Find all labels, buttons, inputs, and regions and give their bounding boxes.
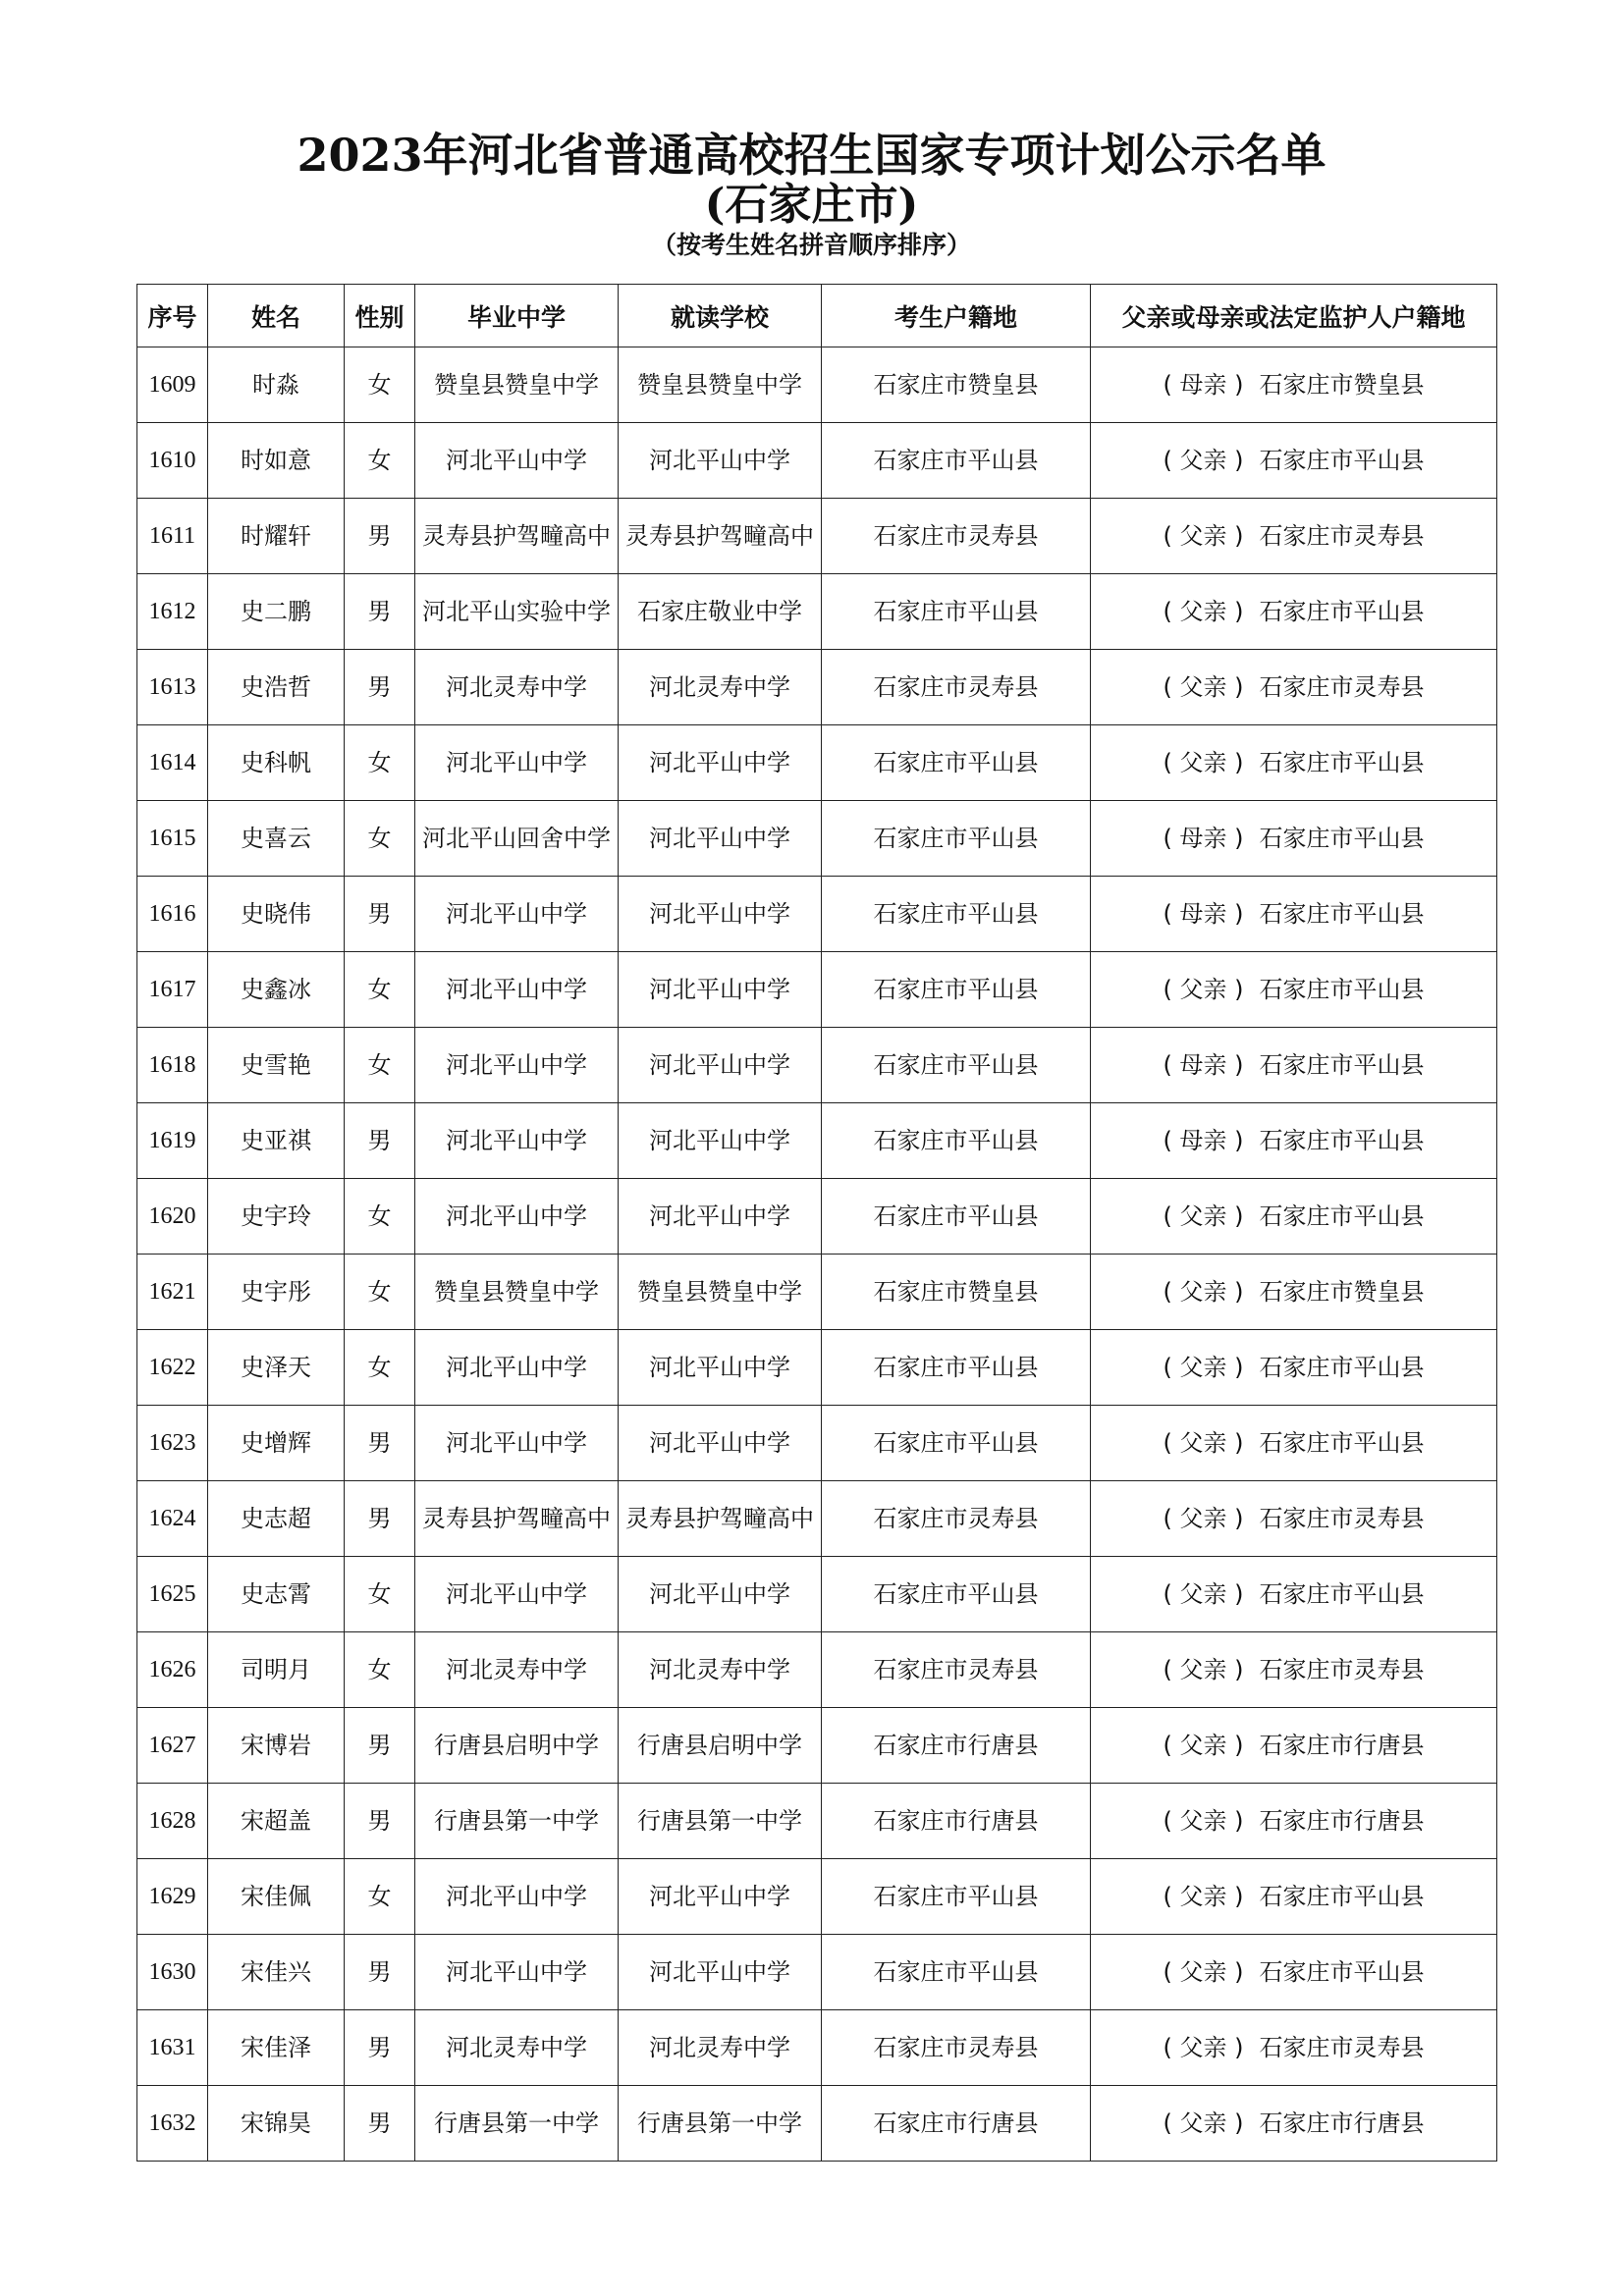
cell-no: 1623: [137, 1406, 208, 1481]
cell-parent-hukou: [1091, 499, 1497, 574]
cell-hukou: 石家庄市平山县: [822, 1028, 1091, 1103]
cell-parent-hukou: [1091, 725, 1497, 801]
cell-sex: 男: [345, 1481, 415, 1557]
parent-relation: ( 父亲 ): [1163, 1278, 1244, 1306]
cell-no: 1624: [137, 1481, 208, 1557]
header-sex: 性别: [345, 285, 415, 347]
cell-no: 1617: [137, 952, 208, 1028]
parent-relation: ( 父亲 ): [1163, 1807, 1244, 1835]
parent-relation: ( 母亲 ): [1163, 1127, 1244, 1154]
roster-table: [136, 284, 1497, 2162]
cell-parent-hukou: [1091, 2010, 1497, 2086]
cell-hukou: 石家庄市平山县: [822, 952, 1091, 1028]
cell-current-school: 河北平山中学: [619, 423, 822, 499]
cell-current-school: 河北平山中学: [619, 952, 822, 1028]
cell-parent-hukou: [1091, 1859, 1497, 1935]
cell-current-school: 行唐县启明中学: [619, 1708, 822, 1784]
cell-current-school: 河北灵寿中学: [619, 2010, 822, 2086]
page-subtitle-city: (石家庄市): [704, 180, 919, 230]
cell-no: 1630: [137, 1935, 208, 2010]
cell-sex: 男: [345, 1784, 415, 1859]
cell-sex: 男: [345, 1708, 415, 1784]
cell-name: 史雪艳: [208, 1028, 345, 1103]
parent-hukou-value: 石家庄市平山县: [1259, 447, 1425, 474]
cell-current-school: 河北灵寿中学: [619, 650, 822, 725]
cell-current-school: 河北平山中学: [619, 1859, 822, 1935]
cell-hukou: 石家庄市赞皇县: [822, 1255, 1091, 1330]
cell-parent-hukou: [1091, 1784, 1497, 1859]
parent-hukou-value: 石家庄市平山县: [1259, 900, 1425, 928]
cell-no: 1611: [137, 499, 208, 574]
parent-hukou-value: 石家庄市平山县: [1259, 1127, 1425, 1154]
cell-current-school: 行唐县第一中学: [619, 1784, 822, 1859]
cell-current-school: 河北平山中学: [619, 1028, 822, 1103]
parent-relation: ( 父亲 ): [1163, 2034, 1244, 2061]
table-row: [137, 574, 1497, 650]
cell-grad-school: 行唐县启明中学: [415, 1708, 619, 1784]
cell-parent-hukou: [1091, 952, 1497, 1028]
parent-hukou-value: 石家庄市灵寿县: [1259, 1656, 1425, 1683]
parent-relation: ( 父亲 ): [1163, 1883, 1244, 1910]
cell-grad-school: 河北平山中学: [415, 725, 619, 801]
cell-current-school: 河北平山中学: [619, 1935, 822, 2010]
cell-hukou: 石家庄市平山县: [822, 423, 1091, 499]
parent-relation: ( 父亲 ): [1163, 522, 1244, 550]
cell-current-school: 行唐县第一中学: [619, 2086, 822, 2162]
cell-hukou: 石家庄市平山县: [822, 1557, 1091, 1632]
cell-no: 1631: [137, 2010, 208, 2086]
parent-relation: ( 母亲 ): [1163, 900, 1244, 928]
table-row: [137, 2086, 1497, 2162]
cell-sex: 男: [345, 650, 415, 725]
cell-hukou: 石家庄市行唐县: [822, 1784, 1091, 1859]
cell-sex: 女: [345, 1179, 415, 1255]
table-row: [137, 423, 1497, 499]
cell-current-school: 河北平山中学: [619, 801, 822, 877]
table-row: [137, 1632, 1497, 1708]
table-row: [137, 1330, 1497, 1406]
table-row: [137, 499, 1497, 574]
table-row: [137, 1406, 1497, 1481]
table-row: [137, 1935, 1497, 2010]
cell-grad-school: 河北平山中学: [415, 1179, 619, 1255]
parent-hukou-value: 石家庄市平山县: [1259, 1958, 1425, 1986]
parent-relation: ( 父亲 ): [1163, 1354, 1244, 1381]
parent-relation: ( 母亲 ): [1163, 1051, 1244, 1079]
cell-hukou: 石家庄市平山县: [822, 725, 1091, 801]
table-row: [137, 952, 1497, 1028]
cell-name: 史科帆: [208, 725, 345, 801]
cell-sex: 女: [345, 952, 415, 1028]
cell-parent-hukou: [1091, 1557, 1497, 1632]
cell-no: 1626: [137, 1632, 208, 1708]
cell-no: 1615: [137, 801, 208, 877]
cell-current-school: 灵寿县护驾疃高中: [619, 499, 822, 574]
parent-hukou-value: 石家庄市行唐县: [1259, 1732, 1425, 1759]
parent-hukou-value: 石家庄市灵寿县: [1259, 1505, 1425, 1532]
parent-hukou-value: 石家庄市平山县: [1259, 598, 1425, 625]
cell-parent-hukou: [1091, 1935, 1497, 2010]
cell-parent-hukou: [1091, 1481, 1497, 1557]
parent-hukou-value: 石家庄市平山县: [1259, 1429, 1425, 1457]
cell-sex: 女: [345, 801, 415, 877]
cell-hukou: 石家庄市灵寿县: [822, 2010, 1091, 2086]
table-row: [137, 801, 1497, 877]
cell-no: 1627: [137, 1708, 208, 1784]
cell-grad-school: 河北平山中学: [415, 1330, 619, 1406]
header-grad-school: 毕业中学: [415, 285, 619, 347]
cell-hukou: 石家庄市赞皇县: [822, 347, 1091, 423]
header-name: 姓名: [208, 285, 345, 347]
cell-no: 1622: [137, 1330, 208, 1406]
parent-hukou-value: 石家庄市平山县: [1259, 976, 1425, 1003]
table-row: [137, 1859, 1497, 1935]
cell-current-school: 河北平山中学: [619, 1179, 822, 1255]
cell-current-school: 赞皇县赞皇中学: [619, 347, 822, 423]
cell-sex: 女: [345, 1632, 415, 1708]
cell-name: 史鑫冰: [208, 952, 345, 1028]
cell-no: 1629: [137, 1859, 208, 1935]
cell-no: 1616: [137, 877, 208, 952]
cell-sex: 女: [345, 423, 415, 499]
cell-name: 时如意: [208, 423, 345, 499]
cell-grad-school: 河北平山实验中学: [415, 574, 619, 650]
cell-hukou: 石家庄市平山县: [822, 1179, 1091, 1255]
cell-grad-school: 河北平山中学: [415, 1103, 619, 1179]
parent-relation: ( 父亲 ): [1163, 598, 1244, 625]
cell-no: 1619: [137, 1103, 208, 1179]
cell-hukou: 石家庄市灵寿县: [822, 650, 1091, 725]
parent-hukou-value: 石家庄市赞皇县: [1259, 1278, 1425, 1306]
cell-name: 宋博岩: [208, 1708, 345, 1784]
table-row: [137, 1557, 1497, 1632]
cell-current-school: 河北平山中学: [619, 1557, 822, 1632]
table-body: [137, 347, 1497, 2162]
cell-sex: 男: [345, 2086, 415, 2162]
cell-parent-hukou: [1091, 2086, 1497, 2162]
parent-hukou-value: 石家庄市平山县: [1259, 749, 1425, 776]
parent-relation: ( 父亲 ): [1163, 1202, 1244, 1230]
cell-grad-school: 河北平山中学: [415, 1406, 619, 1481]
cell-grad-school: 河北平山中学: [415, 1028, 619, 1103]
cell-parent-hukou: [1091, 1255, 1497, 1330]
cell-parent-hukou: [1091, 1028, 1497, 1103]
cell-parent-hukou: [1091, 1330, 1497, 1406]
sort-note: （按考生姓名拼音顺序排序）: [651, 231, 971, 259]
table-row: [137, 725, 1497, 801]
cell-hukou: 石家庄市灵寿县: [822, 1632, 1091, 1708]
cell-sex: 女: [345, 1255, 415, 1330]
cell-no: 1625: [137, 1557, 208, 1632]
cell-hukou: 石家庄市平山县: [822, 801, 1091, 877]
cell-parent-hukou: [1091, 801, 1497, 877]
parent-relation: ( 父亲 ): [1163, 447, 1244, 474]
parent-hukou-value: 石家庄市行唐县: [1259, 1807, 1425, 1835]
cell-name: 宋佳佩: [208, 1859, 345, 1935]
cell-name: 史喜云: [208, 801, 345, 877]
cell-no: 1609: [137, 347, 208, 423]
cell-grad-school: 河北平山中学: [415, 1935, 619, 2010]
cell-hukou: 石家庄市平山县: [822, 877, 1091, 952]
cell-grad-school: 赞皇县赞皇中学: [415, 1255, 619, 1330]
cell-parent-hukou: [1091, 347, 1497, 423]
cell-parent-hukou: [1091, 877, 1497, 952]
cell-grad-school: 行唐县第一中学: [415, 1784, 619, 1859]
parent-hukou-value: 石家庄市灵寿县: [1259, 673, 1425, 701]
cell-parent-hukou: [1091, 574, 1497, 650]
parent-hukou-value: 石家庄市平山县: [1259, 1202, 1425, 1230]
cell-grad-school: 河北平山中学: [415, 877, 619, 952]
header-current-school: 就读学校: [619, 285, 822, 347]
cell-grad-school: 河北平山中学: [415, 952, 619, 1028]
cell-grad-school: 河北平山回舍中学: [415, 801, 619, 877]
cell-current-school: 河北灵寿中学: [619, 1632, 822, 1708]
parent-hukou-value: 石家庄市平山县: [1259, 825, 1425, 852]
cell-sex: 女: [345, 1557, 415, 1632]
table-row: [137, 1028, 1497, 1103]
cell-parent-hukou: [1091, 1708, 1497, 1784]
cell-sex: 男: [345, 1103, 415, 1179]
cell-current-school: 河北平山中学: [619, 1406, 822, 1481]
parent-relation: ( 母亲 ): [1163, 371, 1244, 399]
cell-hukou: 石家庄市平山县: [822, 1935, 1091, 2010]
cell-no: 1632: [137, 2086, 208, 2162]
table-row: [137, 650, 1497, 725]
cell-current-school: 河北平山中学: [619, 877, 822, 952]
table-row: [137, 877, 1497, 952]
cell-current-school: 河北平山中学: [619, 725, 822, 801]
cell-no: 1628: [137, 1784, 208, 1859]
cell-current-school: 灵寿县护驾疃高中: [619, 1481, 822, 1557]
parent-hukou-value: 石家庄市平山县: [1259, 1354, 1425, 1381]
cell-hukou: 石家庄市灵寿县: [822, 499, 1091, 574]
parent-relation: ( 母亲 ): [1163, 825, 1244, 852]
cell-hukou: 石家庄市灵寿县: [822, 1481, 1091, 1557]
cell-name: 史亚祺: [208, 1103, 345, 1179]
cell-parent-hukou: [1091, 1179, 1497, 1255]
cell-no: 1618: [137, 1028, 208, 1103]
cell-grad-school: 灵寿县护驾疃高中: [415, 499, 619, 574]
cell-name: 时耀轩: [208, 499, 345, 574]
parent-relation: ( 父亲 ): [1163, 1656, 1244, 1683]
cell-name: 史宇彤: [208, 1255, 345, 1330]
cell-parent-hukou: [1091, 1103, 1497, 1179]
parent-relation: ( 父亲 ): [1163, 2109, 1244, 2137]
cell-sex: 男: [345, 877, 415, 952]
cell-grad-school: 河北灵寿中学: [415, 650, 619, 725]
table-row: [137, 1255, 1497, 1330]
header-no: 序号: [137, 285, 208, 347]
cell-name: 史浩哲: [208, 650, 345, 725]
cell-grad-school: 行唐县第一中学: [415, 2086, 619, 2162]
cell-grad-school: 赞皇县赞皇中学: [415, 347, 619, 423]
cell-current-school: 赞皇县赞皇中学: [619, 1255, 822, 1330]
parent-relation: ( 父亲 ): [1163, 1505, 1244, 1532]
cell-no: 1620: [137, 1179, 208, 1255]
parent-relation: ( 父亲 ): [1163, 1958, 1244, 1986]
cell-hukou: 石家庄市平山县: [822, 1406, 1091, 1481]
parent-relation: ( 父亲 ): [1163, 976, 1244, 1003]
cell-hukou: 石家庄市行唐县: [822, 2086, 1091, 2162]
cell-sex: 男: [345, 2010, 415, 2086]
cell-grad-school: 灵寿县护驾疃高中: [415, 1481, 619, 1557]
cell-name: 史志超: [208, 1481, 345, 1557]
cell-sex: 女: [345, 725, 415, 801]
cell-grad-school: 河北灵寿中学: [415, 2010, 619, 2086]
parent-relation: ( 父亲 ): [1163, 1580, 1244, 1608]
cell-name: 史晓伟: [208, 877, 345, 952]
table-row: [137, 2010, 1497, 2086]
cell-name: 史泽天: [208, 1330, 345, 1406]
cell-hukou: 石家庄市平山县: [822, 1330, 1091, 1406]
cell-hukou: 石家庄市行唐县: [822, 1708, 1091, 1784]
cell-parent-hukou: [1091, 1632, 1497, 1708]
table-row: [137, 347, 1497, 423]
page-title: 2023年河北省普通高校招生国家专项计划公示名单: [297, 129, 1326, 182]
cell-sex: 女: [345, 347, 415, 423]
cell-sex: 男: [345, 574, 415, 650]
cell-parent-hukou: [1091, 650, 1497, 725]
table-row: [137, 1481, 1497, 1557]
cell-name: 宋佳泽: [208, 2010, 345, 2086]
cell-name: 宋超盖: [208, 1784, 345, 1859]
header-parent-hukou: 父亲或母亲或法定监护人户籍地: [1091, 285, 1497, 347]
cell-name: 宋锦昊: [208, 2086, 345, 2162]
parent-hukou-value: 石家庄市灵寿县: [1259, 522, 1425, 550]
cell-parent-hukou: [1091, 1406, 1497, 1481]
table-row: [137, 1179, 1497, 1255]
parent-hukou-value: 石家庄市平山县: [1259, 1883, 1425, 1910]
cell-current-school: 石家庄敬业中学: [619, 574, 822, 650]
table-row: [137, 1784, 1497, 1859]
parent-relation: ( 父亲 ): [1163, 749, 1244, 776]
parent-hukou-value: 石家庄市平山县: [1259, 1580, 1425, 1608]
cell-current-school: 河北平山中学: [619, 1103, 822, 1179]
table-row: [137, 1103, 1497, 1179]
cell-parent-hukou: [1091, 423, 1497, 499]
cell-name: 宋佳兴: [208, 1935, 345, 2010]
cell-name: 时淼: [208, 347, 345, 423]
parent-relation: ( 父亲 ): [1163, 1429, 1244, 1457]
cell-grad-school: 河北平山中学: [415, 1859, 619, 1935]
cell-sex: 女: [345, 1330, 415, 1406]
cell-grad-school: 河北灵寿中学: [415, 1632, 619, 1708]
parent-hukou-value: 石家庄市赞皇县: [1259, 371, 1425, 399]
table-header-row: [137, 285, 1497, 347]
cell-current-school: 河北平山中学: [619, 1330, 822, 1406]
parent-hukou-value: 石家庄市行唐县: [1259, 2109, 1425, 2137]
table-row: [137, 1708, 1497, 1784]
cell-sex: 男: [345, 1935, 415, 2010]
parent-hukou-value: 石家庄市平山县: [1259, 1051, 1425, 1079]
parent-hukou-value: 石家庄市灵寿县: [1259, 2034, 1425, 2061]
header-hukou: 考生户籍地: [822, 285, 1091, 347]
cell-hukou: 石家庄市平山县: [822, 1103, 1091, 1179]
cell-name: 史二鹏: [208, 574, 345, 650]
cell-name: 史增辉: [208, 1406, 345, 1481]
cell-no: 1612: [137, 574, 208, 650]
cell-grad-school: 河北平山中学: [415, 423, 619, 499]
cell-sex: 男: [345, 499, 415, 574]
cell-grad-school: 河北平山中学: [415, 1557, 619, 1632]
cell-no: 1610: [137, 423, 208, 499]
cell-no: 1613: [137, 650, 208, 725]
cell-hukou: 石家庄市平山县: [822, 1859, 1091, 1935]
cell-sex: 女: [345, 1859, 415, 1935]
cell-name: 史志霄: [208, 1557, 345, 1632]
cell-name: 司明月: [208, 1632, 345, 1708]
cell-hukou: 石家庄市平山县: [822, 574, 1091, 650]
cell-no: 1621: [137, 1255, 208, 1330]
parent-relation: ( 父亲 ): [1163, 673, 1244, 701]
parent-relation: ( 父亲 ): [1163, 1732, 1244, 1759]
cell-sex: 男: [345, 1406, 415, 1481]
cell-name: 史宇玲: [208, 1179, 345, 1255]
cell-sex: 女: [345, 1028, 415, 1103]
cell-no: 1614: [137, 725, 208, 801]
